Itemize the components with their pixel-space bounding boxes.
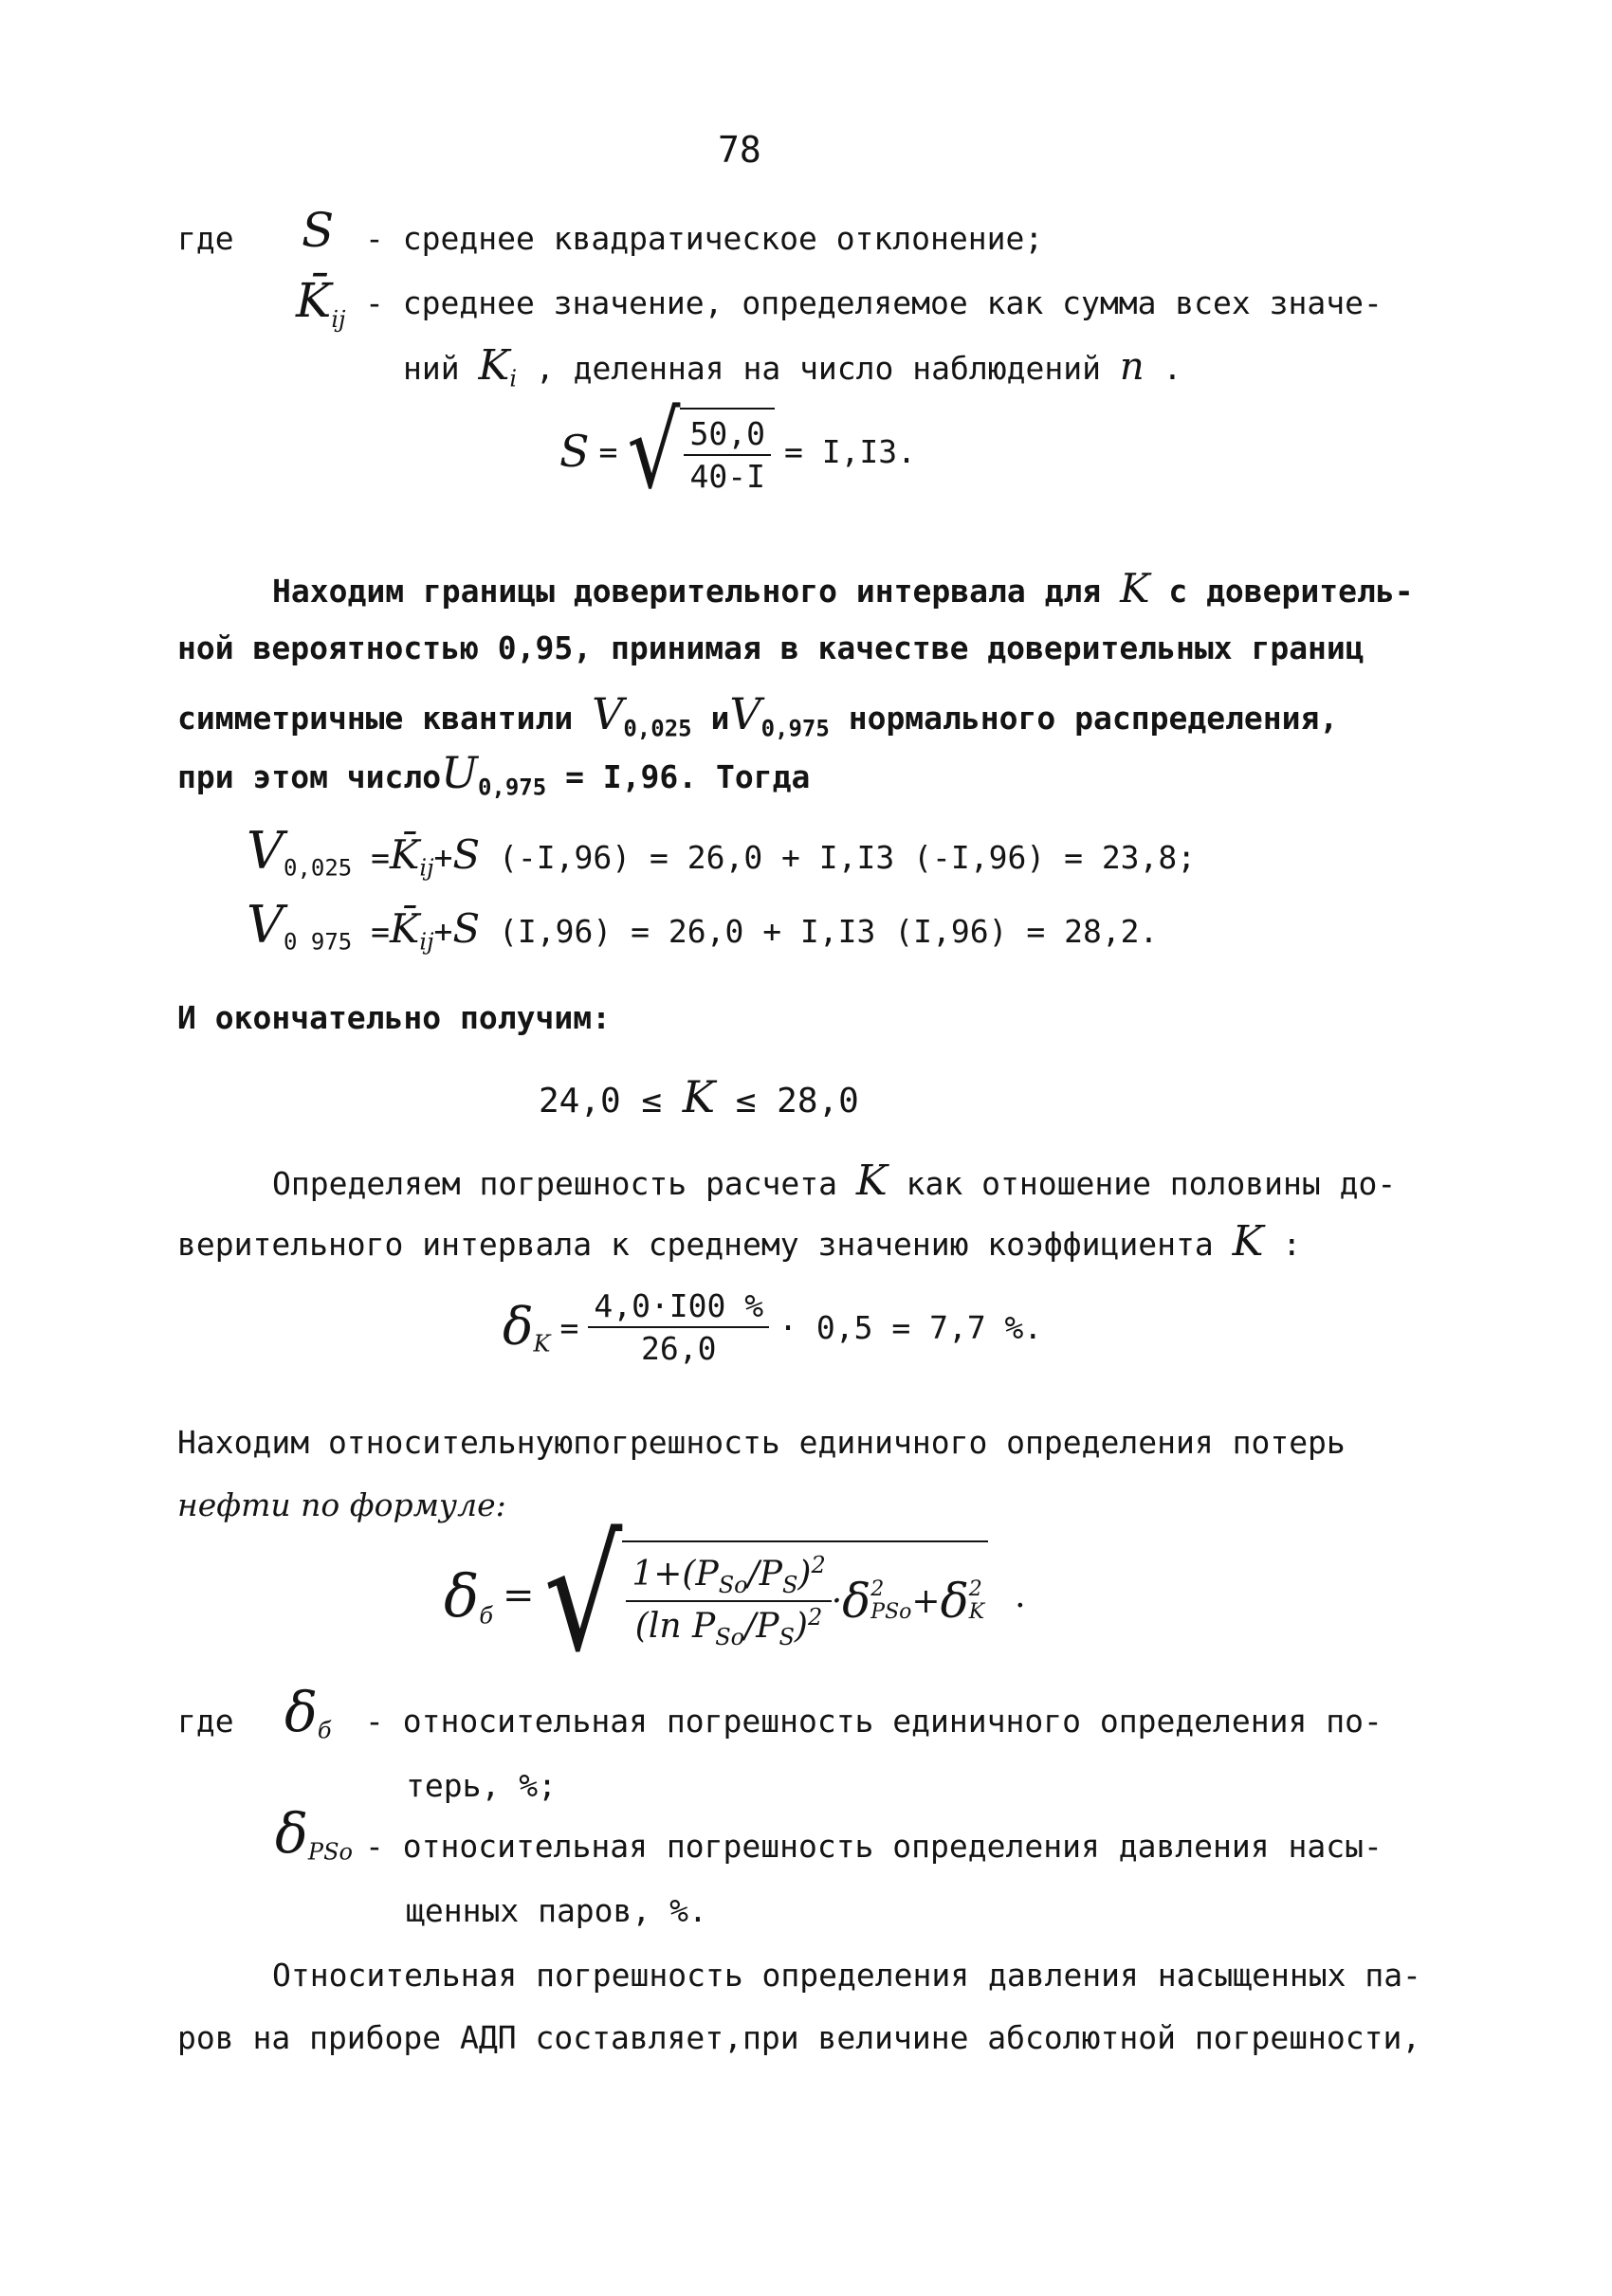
symbol-delta-b: $\delta_б$ bbox=[284, 1680, 332, 1744]
para1-line1: Находим границы доверительного интервала для K с доверитель- bbox=[272, 565, 1414, 611]
equation-delta-b: $\delta_б$ = √ $\frac{1+(P_{So}/P_S)^2}{(\ln P_{So}/P_S)^2}$ · δ 2 PSo + δ 2 K . bbox=[444, 1505, 1026, 1686]
symbol-k-mean: $K̄_{ij}$ bbox=[296, 273, 346, 333]
sqrt-sign: √ $\frac{50,0}{40-I}$ bbox=[627, 408, 775, 495]
equation-delta-k: $\delta_K$ = $\frac{4,0\cdot I00 \%}{26,0}$ · 0,5 = 7,7 %. bbox=[503, 1287, 1043, 1367]
finally-text: И окончательно получим: bbox=[177, 999, 611, 1036]
para3-line1: Находим относительнуюпогрешность единичного определения потерь bbox=[177, 1424, 1346, 1461]
symbol-s: S bbox=[302, 203, 335, 258]
symbol-delta-p: $\delta_{PSo}$ bbox=[275, 1801, 353, 1866]
where-label: где bbox=[177, 220, 234, 257]
para3-line2: нефти по формуле: bbox=[177, 1486, 506, 1523]
para1-line2: ной вероятностью 0,95, принимая в качестве доверительных границ bbox=[177, 629, 1365, 666]
def-k-text-2: ний $K_i$ , деленная на число наблюдений n . bbox=[403, 341, 1182, 392]
def-delta-p-text-2: щенных паров, %. bbox=[406, 1892, 707, 1929]
para1-line3: симметричные квантили $V_{0,025}$ $иV_{0,975}$ нормального распределения, bbox=[177, 688, 1339, 742]
def-delta-b-text-1: - относительная погрешность единичного определения по- bbox=[365, 1703, 1383, 1740]
para4-line1: Относительная погрешность определения давления насыщенных па- bbox=[272, 1957, 1421, 1994]
equation-v-lower: $V_{0,025}$ $=K̄_{ij}+S$ (-I,96) = 26,0 + I,I3 (-I,96) = 23,8; bbox=[247, 821, 1197, 882]
def-s-text: - среднее квадратическое отклонение; bbox=[365, 220, 1044, 257]
equation-v-upper: $V_{0 975}$ $=K̄_{ij}+S$ (I,96) = 26,0 + I,I3 (I,96) = 28,2. bbox=[247, 895, 1159, 956]
para4-line2: ров на приборе АДП составляет,при величине абсолютной погрешности, bbox=[177, 2019, 1421, 2056]
def-delta-p-text-1: - относительная погрешность определения давления насы- bbox=[365, 1828, 1383, 1865]
def-k-text-1: - среднее значение, определяемое как сумма всех значе- bbox=[365, 284, 1383, 321]
where-label-2: где bbox=[177, 1703, 234, 1740]
def-delta-b-text-2: терь, %; bbox=[406, 1767, 557, 1804]
para1-line4: при этом числоU$_{0,975}$ = I,96. Тогда bbox=[177, 747, 811, 801]
equation-std-dev: S = √ $\frac{50,0}{40-I}$ = I,I3. bbox=[559, 390, 917, 512]
inequality-k: 24,0 ≤ K ≤ 28,0 bbox=[539, 1071, 859, 1122]
para2-line2: верительного интервала к среднему значению коэффициента K : bbox=[177, 1217, 1302, 1266]
page-number: 78 bbox=[718, 129, 761, 171]
para2-line1: Определяем погрешность расчета K как отношение половины до- bbox=[272, 1157, 1397, 1205]
